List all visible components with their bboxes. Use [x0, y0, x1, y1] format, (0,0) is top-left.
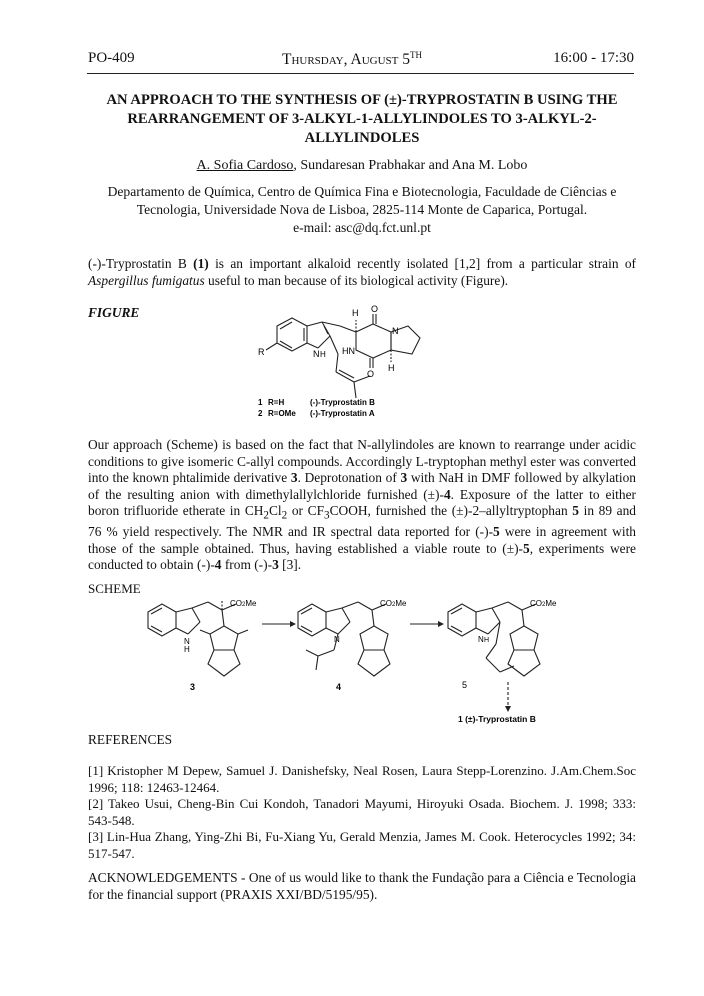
ester-3: CO2Me	[230, 599, 257, 608]
reference-item: [3] Lin-Hua Zhang, Ying-Zhi Bi, Fu-Xiang Yu, Gerald Menzia, James M. Cook. Heterocycles 1992; 34: 517-547.	[88, 829, 636, 861]
approach-paragraph: Our approach (Scheme) is based on the fact that N-allylindoles are known to rearrange under acidic conditions to give isomeric C-allyl compounds. Accordingly L-tryptophan methyl ester was converted into the known phtalimide derivative 3. Deprotonation of 3 with NaH in DMF followed by alkylation of the resulting anion with dimethylallylchloride furnished (±)-4. Exposure of the latter to either boron trifluoride etherate in $CH_2Cl_2$ or $CF_3COOH$, furnished the (±)-2–allyltryptophan 5 in 89 and 76 % yield respectively. The NMR and IR spectral data reported for (-)-5 were in agreement with those of the sample obtained. Thus, having established a viable route to (±)-5, experiments were conducted to obtain (-)-4 from (-)-3 [3].	[88, 437, 637, 573]
label-4: 4	[336, 682, 342, 692]
compound-4-structure	[298, 602, 390, 676]
references-heading: REFERENCES	[88, 732, 173, 747]
presenting-author: A. Sofia Cardoso	[196, 158, 294, 173]
compound-3-structure	[148, 600, 248, 676]
synthesis-scheme	[140, 592, 580, 726]
legend-2-num: 2	[258, 409, 263, 418]
h-3: H	[184, 645, 190, 654]
h-top-label: H	[352, 308, 359, 318]
legend-1-name: (-)-Tryprostatin B	[310, 398, 375, 407]
reference-item: [2] Takeo Usui, Cheng-Bin Cui Kondoh, Tanadori Mayumi, Hiroyuki Osada. Biochem. J. 1998; 333: 543-548.	[88, 796, 636, 828]
ester-5: CO2Me	[530, 599, 557, 608]
session-time: 16:00 - 17:30	[553, 50, 634, 66]
nh-5: N	[478, 635, 484, 644]
figure-label: FIGURE	[88, 305, 140, 320]
r-group-label: R	[258, 347, 265, 357]
n-4: N	[334, 635, 340, 644]
paper-title: AN APPROACH TO THE SYNTHESIS OF (±)-TRYPROSTATIN B USING THE REARRANGEMENT OF 3-ALKYL-1-ALLYLINDOLES TO 3-ALKYL-2-ALLYLINDOLES	[106, 92, 618, 146]
scheme-label: SCHEME	[88, 581, 141, 596]
header-rule	[87, 73, 634, 74]
benzene-ring	[277, 318, 307, 351]
indole-h-label: H	[320, 350, 326, 359]
tryprostatin-structure	[250, 298, 450, 422]
legend-1-sub: R=H	[268, 398, 285, 407]
session-day: Thursday, August 5TH	[281, 50, 422, 69]
diketopiperazine-ring	[356, 324, 391, 358]
label-5: 5	[462, 680, 468, 690]
affiliation: Departamento de Química, Centro de Química Fina e Biotecnologia, Faculdade de Ciências e Tecnologia, Universidade Nova de Lisboa, 2825-114 Monte de Caparica, Portugal. e-mail: asc@dq.fct.unl.pt	[88, 183, 636, 237]
legend-2-name: (-)-Tryprostatin A	[310, 409, 375, 418]
legend-1-num: 1	[258, 398, 263, 407]
legend-2-sub: R=OMe	[268, 409, 296, 418]
references-list	[88, 763, 636, 862]
abstract-code: PO-409	[88, 50, 135, 66]
acknowledgements: ACKNOWLEDGEMENTS - One of us would like to thank the Fundação para a Ciência e Tecnologia for the financial support (PRAXIS XXI/BD/5195/95).	[88, 870, 636, 902]
final-product-label: 1 (±)-Tryprostatin B	[458, 714, 536, 724]
h-5: H	[484, 637, 490, 644]
label-3: 3	[190, 682, 196, 692]
compound-5-structure	[448, 602, 540, 676]
h-bottom-label: H	[388, 363, 395, 373]
o-bottom-label: O	[367, 369, 375, 379]
o-top-label: O	[371, 304, 379, 314]
n-label: N	[392, 326, 399, 336]
hn-label: HN	[342, 346, 355, 356]
nh-3: N	[184, 637, 190, 646]
reference-item: [1] Kristopher M Depew, Samuel J. Danishefsky, Neal Rosen, Laura Stepp-Lorenzino. J.Am.Chem.Soc 1996; 118: 12463-12464.	[88, 763, 636, 795]
ester-4: CO2Me	[380, 599, 407, 608]
email: e-mail: asc@dq.fct.unl.pt	[293, 220, 431, 235]
authors: A. Sofia Cardoso, Sundaresan Prabhakar and Ana M. Lobo	[196, 158, 528, 173]
indole-n-label: N	[313, 349, 320, 359]
intro-paragraph: (-)-Tryprostatin B (1) is an important alkaloid recently isolated [1,2] from a particular strain of Aspergillus fumigatus useful to man because of its biological activity (Figure).	[88, 256, 637, 288]
